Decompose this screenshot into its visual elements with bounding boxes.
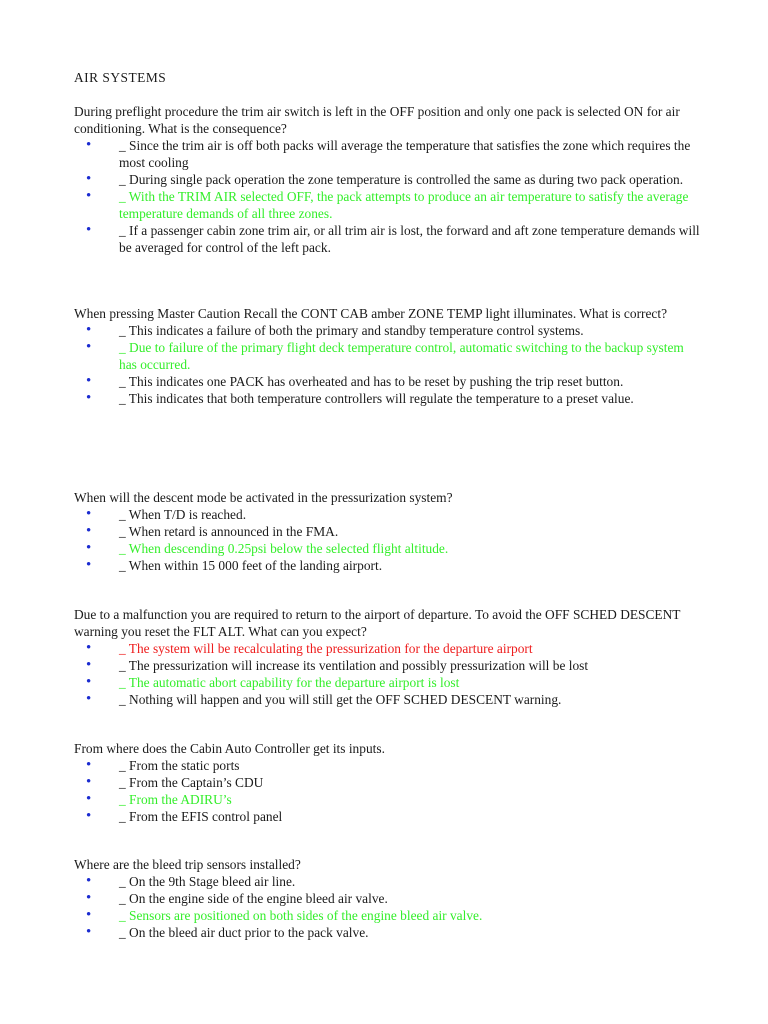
- answer-text-correct: _ With the TRIM AIR selected OFF, the pack attempts to produce an air temperature to satisfy the average temperature demands of all three zones.: [119, 189, 689, 221]
- answer-option: [74, 188, 704, 222]
- answer-option: [74, 791, 704, 808]
- question-block: [74, 740, 704, 825]
- bullet-icon: •: [86, 924, 92, 940]
- answer-list: [74, 322, 704, 407]
- bullet-icon: •: [86, 222, 92, 238]
- answer-text: _ When T/D is reached.: [119, 507, 247, 522]
- answer-text-incorrect: _ The system will be recalculating the pressurization for the departure airport: [119, 641, 533, 656]
- bullet-icon: •: [86, 390, 92, 406]
- answer-text: _ Nothing will happen and you will still get the OFF SCHED DESCENT warning.: [119, 692, 562, 707]
- question-text: Due to a malfunction you are required to return to the airport of departure. To avoid the OFF SCHED DESCENT warning you reset the FLT ALT. What can you expect?: [74, 607, 681, 639]
- answer-option: [74, 322, 704, 339]
- answer-option: [74, 390, 704, 407]
- answer-option: [74, 924, 704, 941]
- bullet-icon: •: [86, 188, 92, 204]
- bullet-icon: •: [86, 791, 92, 807]
- answer-option: [74, 890, 704, 907]
- answer-text: _ This indicates a failure of both the primary and standby temperature control systems.: [119, 323, 584, 338]
- bullet-icon: •: [86, 506, 92, 522]
- answer-option: [74, 774, 704, 791]
- answer-option: [74, 171, 704, 188]
- answer-option: [74, 506, 704, 523]
- answer-text: _ When retard is announced in the FMA.: [119, 524, 339, 539]
- answer-option: [74, 808, 704, 825]
- answer-text: _ On the bleed air duct prior to the pack valve.: [119, 925, 369, 940]
- question-text: When pressing Master Caution Recall the CONT CAB amber ZONE TEMP light illuminates. What is correct?: [74, 306, 668, 321]
- answer-list: [74, 506, 704, 574]
- answer-option: [74, 757, 704, 774]
- answer-option: [74, 523, 704, 540]
- bullet-icon: •: [86, 757, 92, 773]
- answer-list: [74, 757, 704, 825]
- question-block: [74, 305, 704, 407]
- answer-list: [74, 137, 704, 256]
- answer-text-correct: _ Due to failure of the primary flight deck temperature control, automatic switching to the backup system has occurred.: [119, 340, 684, 372]
- bullet-icon: •: [86, 640, 92, 656]
- bullet-icon: •: [86, 171, 92, 187]
- answer-option: [74, 873, 704, 890]
- answer-text: _ During single pack operation the zone temperature is controlled the same as during two pack operation.: [119, 172, 684, 187]
- bullet-icon: •: [86, 322, 92, 338]
- answer-text: _ From the EFIS control panel: [119, 809, 283, 824]
- answer-option: [74, 540, 704, 557]
- bullet-icon: •: [86, 808, 92, 824]
- answer-text: _ Since the trim air is off both packs will average the temperature that satisfies the zone which requires the most cooling: [119, 138, 691, 170]
- answer-option: [74, 373, 704, 390]
- bullet-icon: •: [86, 657, 92, 673]
- answer-text: _ From the static ports: [119, 758, 240, 773]
- question-text: From where does the Cabin Auto Controller get its inputs.: [74, 741, 385, 756]
- answer-text: _ This indicates one PACK has overheated and has to be reset by pushing the trip reset button.: [119, 374, 624, 389]
- question-block: [74, 103, 704, 256]
- bullet-icon: •: [86, 907, 92, 923]
- answer-text-correct: _ From the ADIRU’s: [119, 792, 232, 807]
- answer-text-correct: _ Sensors are positioned on both sides of the engine bleed air valve.: [119, 908, 483, 923]
- bullet-icon: •: [86, 674, 92, 690]
- question-block: [74, 606, 704, 708]
- answer-option: [74, 137, 704, 171]
- bullet-icon: •: [86, 523, 92, 539]
- bullet-icon: •: [86, 873, 92, 889]
- answer-option: [74, 657, 704, 674]
- answer-text: _ This indicates that both temperature controllers will regulate the temperature to a preset value.: [119, 391, 634, 406]
- question-text: Where are the bleed trip sensors installed?: [74, 857, 301, 872]
- question-block: [74, 489, 704, 574]
- answer-text: _ On the engine side of the engine bleed air valve.: [119, 891, 388, 906]
- bullet-icon: •: [86, 890, 92, 906]
- bullet-icon: •: [86, 137, 92, 153]
- bullet-icon: •: [86, 339, 92, 355]
- bullet-icon: •: [86, 540, 92, 556]
- answer-list: [74, 873, 704, 941]
- question-text: When will the descent mode be activated in the pressurization system?: [74, 490, 453, 505]
- answer-option: [74, 222, 704, 256]
- bullet-icon: •: [86, 774, 92, 790]
- page-title: AIR SYSTEMS: [74, 70, 167, 85]
- answer-text-correct: _ When descending 0.25psi below the selected flight altitude.: [119, 541, 449, 556]
- question-text: During preflight procedure the trim air switch is left in the OFF position and only one pack is selected ON for air conditioning. What is the consequence?: [74, 104, 680, 136]
- question-block: [74, 856, 704, 941]
- answer-text: _ On the 9th Stage bleed air line.: [119, 874, 296, 889]
- bullet-icon: •: [86, 373, 92, 389]
- answer-text: _ When within 15 000 feet of the landing airport.: [119, 558, 383, 573]
- answer-text: _ The pressurization will increase its ventilation and possibly pressurization will be lost: [119, 658, 589, 673]
- answer-text: _ If a passenger cabin zone trim air, or all trim air is lost, the forward and aft zone temperature demands will be averaged for control of the left pack.: [119, 223, 700, 255]
- answer-option: [74, 691, 704, 708]
- bullet-icon: •: [86, 691, 92, 707]
- answer-option: [74, 557, 704, 574]
- answer-option: [74, 640, 704, 657]
- answer-option: [74, 907, 704, 924]
- answer-option: [74, 339, 704, 373]
- answer-text: _ From the Captain’s CDU: [119, 775, 264, 790]
- bullet-icon: •: [86, 557, 92, 573]
- answer-text-correct: _ The automatic abort capability for the departure airport is lost: [119, 675, 460, 690]
- answer-list: [74, 640, 704, 708]
- answer-option: [74, 674, 704, 691]
